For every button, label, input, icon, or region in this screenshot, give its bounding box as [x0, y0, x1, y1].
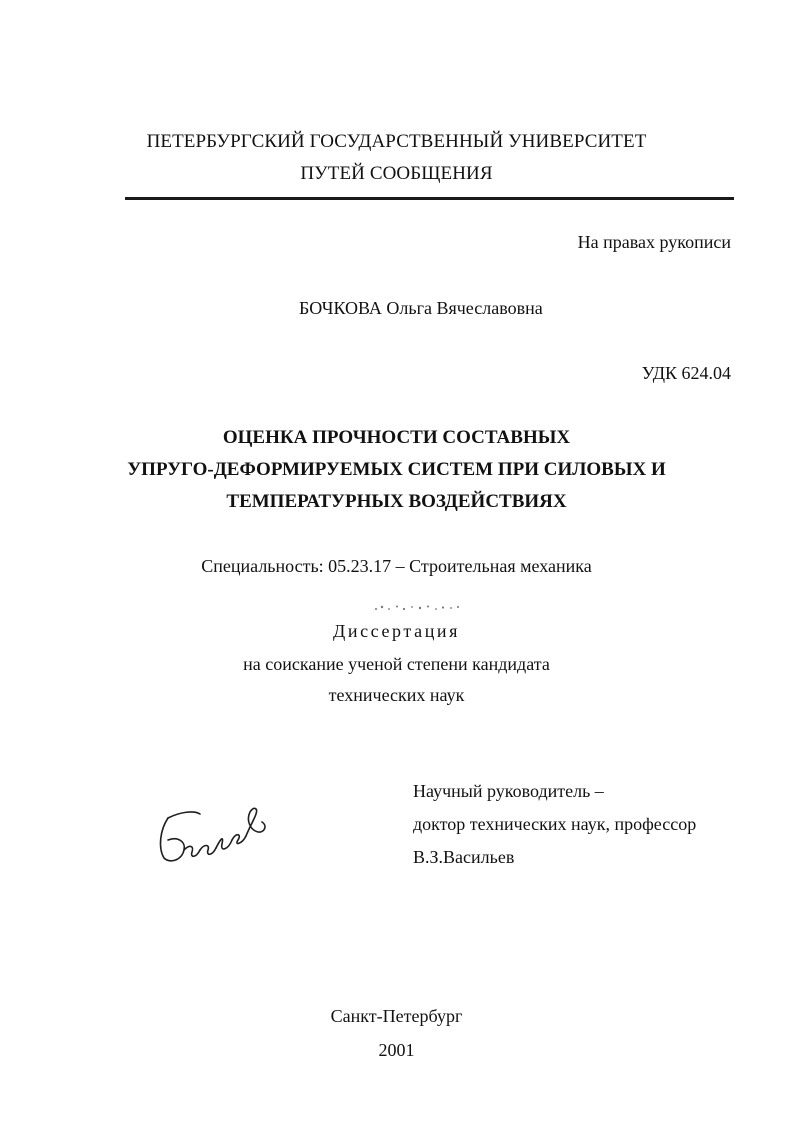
udc-code: УДК 624.04 — [641, 363, 731, 383]
dissertation-label: Диссертация — [332, 621, 461, 641]
author-name: БОЧКОВА Ольга Вячеславовна — [299, 298, 543, 318]
supervisor-label: Научный руководитель – — [413, 781, 604, 801]
specialty: Специальность: 05.23.17 – Строительная механика — [201, 556, 592, 576]
degree-line2: технических наук — [328, 685, 465, 705]
supervisor-degree: доктор технических наук, профессор — [413, 814, 697, 834]
title-line3: ТЕМПЕРАТУРНЫХ ВОЗДЕЙСТВИЯХ — [226, 491, 567, 512]
year: 2001 — [378, 1040, 415, 1060]
manuscript-note: На правах рукописи — [577, 232, 731, 252]
university-name-line1: ПЕТЕРБУРГСКИЙ ГОСУДАРСТВЕННЫЙ УНИВЕРСИТЕТ — [146, 131, 647, 152]
title-line1: ОЦЕНКА ПРОЧНОСТИ СОСТАВНЫХ — [222, 427, 571, 448]
city: Санкт-Петербург — [330, 1006, 463, 1026]
title-line2: УПРУГО-ДЕФОРМИРУЕМЫХ СИСТЕМ ПРИ СИЛОВЫХ И — [127, 459, 666, 480]
author-signature — [150, 800, 275, 875]
header-divider — [125, 197, 734, 200]
degree-line1: на соискание ученой степени кандидата — [243, 654, 550, 674]
scan-noise-marks — [370, 603, 470, 613]
supervisor-name: В.З.Васильев — [413, 847, 515, 867]
university-name-line2: ПУТЕЙ СООБЩЕНИЯ — [300, 163, 493, 184]
